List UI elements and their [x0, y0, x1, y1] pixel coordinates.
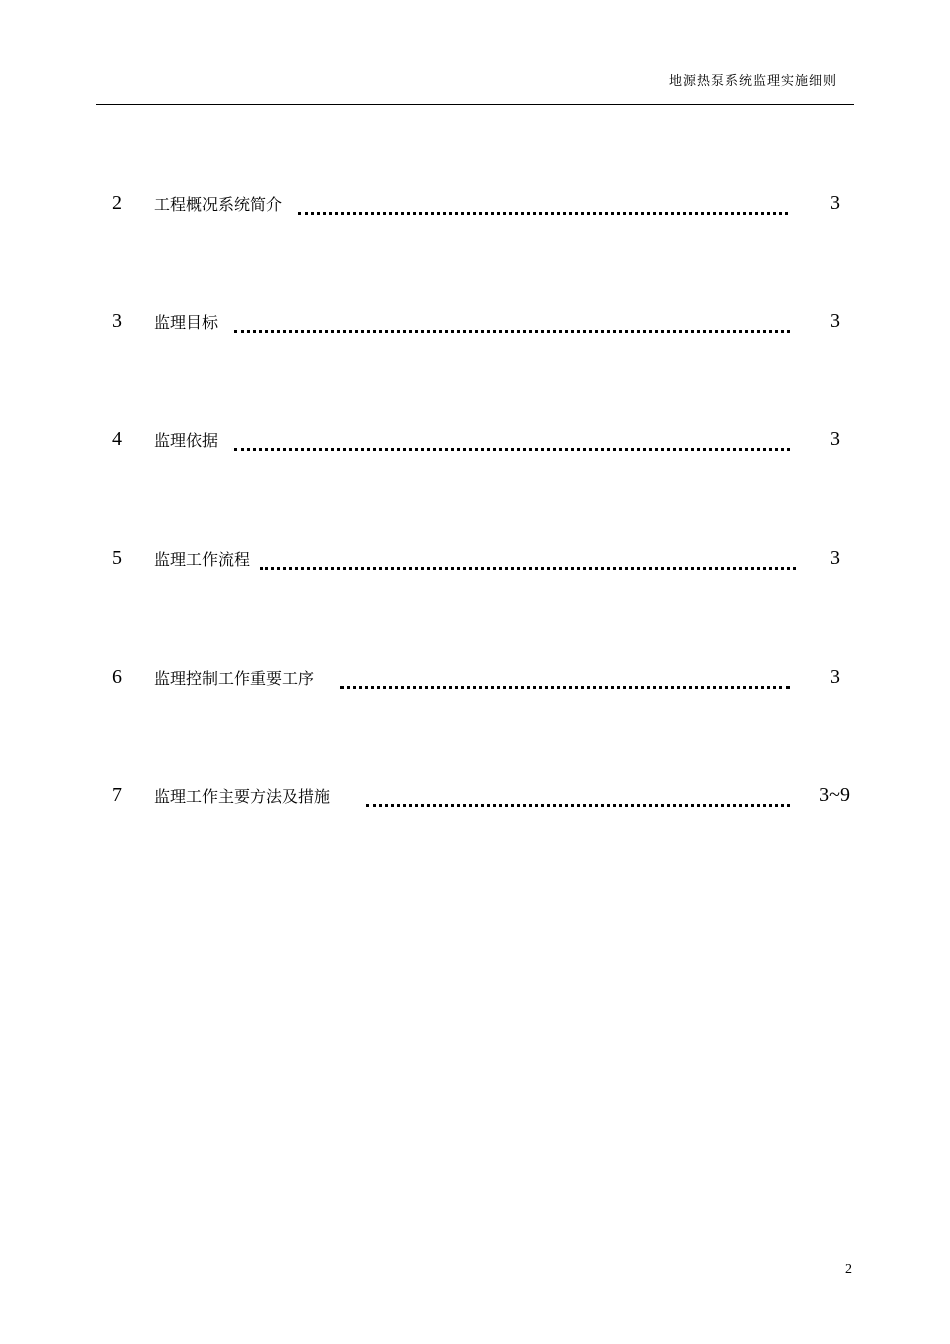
toc-entry[interactable] — [0, 424, 950, 454]
toc-entry-number: 2 — [112, 192, 122, 214]
toc-entry[interactable] — [0, 662, 950, 692]
toc-entry-page: 3~9 — [819, 784, 850, 806]
toc-dot-leader — [234, 310, 790, 333]
toc-dot-leader — [234, 428, 790, 451]
toc-dot-leader — [260, 547, 796, 570]
header-title: 地源热泵系统监理实施细则 — [668, 74, 837, 89]
toc-entry-title: 监理工作主要方法及措施 — [154, 787, 331, 806]
toc-dot-leader — [298, 192, 788, 215]
toc-entry-page: 3 — [830, 428, 840, 450]
toc-entry-number: 5 — [112, 547, 122, 569]
toc-dot-leader — [340, 666, 790, 689]
toc-entry-title: 监理控制工作重要工序 — [154, 669, 315, 688]
toc-entry-title: 监理工作流程 — [154, 550, 251, 569]
toc-entry-title: 工程概况系统简介 — [154, 195, 283, 214]
header-divider — [96, 104, 854, 105]
toc-entry-number: 6 — [112, 666, 122, 688]
toc-entry-title: 监理依据 — [154, 431, 219, 450]
toc-entry-page: 3 — [830, 666, 840, 688]
toc-entry[interactable] — [0, 543, 950, 573]
footer-page-number: 2 — [845, 1262, 852, 1277]
toc-entry[interactable] — [0, 306, 950, 336]
toc-entry-page: 3 — [830, 192, 840, 214]
toc-entry[interactable] — [0, 780, 950, 810]
toc-entry-title: 监理目标 — [154, 313, 219, 332]
toc-entry-number: 3 — [112, 310, 122, 332]
toc-entry-number: 7 — [112, 784, 122, 806]
toc-entry[interactable] — [0, 188, 950, 218]
toc-dot-leader — [366, 784, 790, 807]
toc-entry-page: 3 — [830, 310, 840, 332]
toc-entry-page: 3 — [830, 547, 840, 569]
toc-entry-number: 4 — [112, 428, 122, 450]
